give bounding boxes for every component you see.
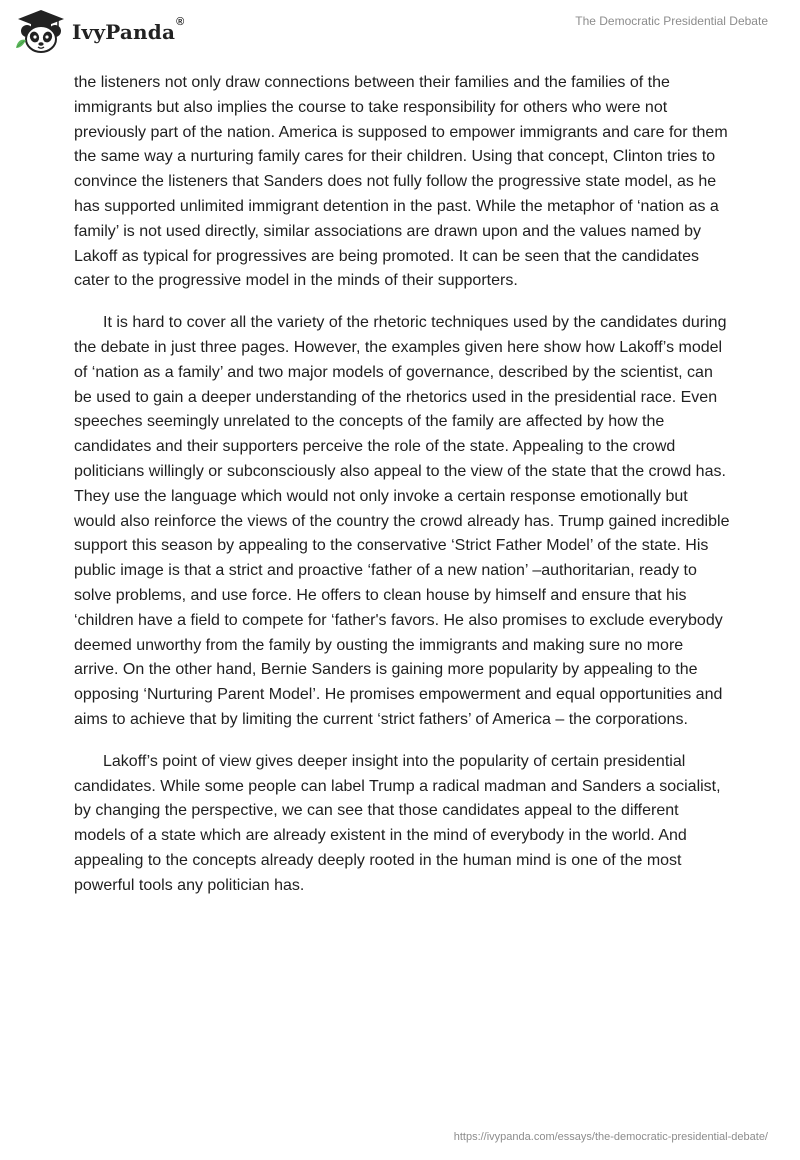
- panda-graduate-icon: [14, 8, 68, 54]
- paragraph: Lakoff’s point of view gives deeper insight into the popularity of certain presidential candidates. While some people can label Trump a radical madman and Sanders a socialist, by changing the perspective, we can see that those candidates appeal to the different models of a state which are already existent in the mind of everybody in the world. And appealing to the concepts already deeply rooted in the human mind is one of the most powerful tools any politician has.: [74, 752, 721, 894]
- document-title: The Democratic Presidential Debate: [575, 14, 768, 28]
- source-url-link[interactable]: https://ivypanda.com/essays/the-democratic-presidential-debate/: [453, 1131, 768, 1143]
- ivypanda-logo[interactable]: [14, 8, 184, 54]
- paragraph: the listeners not only draw connections between their families and the families of the immigrants but also implies the course to take responsibility for others who were not previously part of the nation. America is supposed to empower immigrants and care for them the same way a nurturing family cares for their children. Using that concept, Clinton tries to convince the listeners that Sanders does not fully follow the progressive state model, as he has supported unlimited immigrant detention in the past. While the metaphor of ‘nation as a family’ is not used directly, similar associations are drawn upon and the values named by Lakoff as typical for progressives are being promoted. It can be seen that the candidates cater to the progressive model in the minds of their supporters.: [74, 74, 728, 290]
- essay-body: [74, 71, 730, 899]
- brand-name: [72, 16, 185, 44]
- brand-label: IvyPanda: [72, 20, 176, 44]
- page-header: [0, 0, 800, 60]
- paragraph: It is hard to cover all the variety of the rhetoric techniques used by the candidates during the debate in just three pages. However, the examples given here show how Lakoff’s model of ‘nation as a family’ and two major models of governance, described by the scientist, can be used to gain a deeper understanding of the rhetorics used in the presidential race. Even speeches seemingly unrelated to the concepts of the family are affected by how the candidates and their supporters perceive the role of the state. Appealing to the crowd politicians willingly or subconsciously also appeal to the view of the state that the crowd has. They use the language which would not only invoke a certain response emotionally but would also reinforce the views of the country the crowd already has. Trump gained incredible support this season by appealing to the conservative ‘Strict Father Model’ of the state. His public image is that a strict and proactive ‘father of a new nation’ –authoritarian, ready to solve problems, and use force. He offers to clean house by himself and ensure that his ‘children have a field to compete for ‘father's favors. He also promises to exclude everybody deemed unworthy from the family by ousting the immigrants and making sure no more arrive. On the other hand, Bernie Sanders is gaining more popularity by appealing to the opposing ‘Nurturing Parent Model’. He promises empowerment and equal opportunities and aims to achieve that by limiting the current ‘strict fathers’ of America – the corporations.: [74, 314, 730, 728]
- registered-mark: ®: [176, 16, 185, 28]
